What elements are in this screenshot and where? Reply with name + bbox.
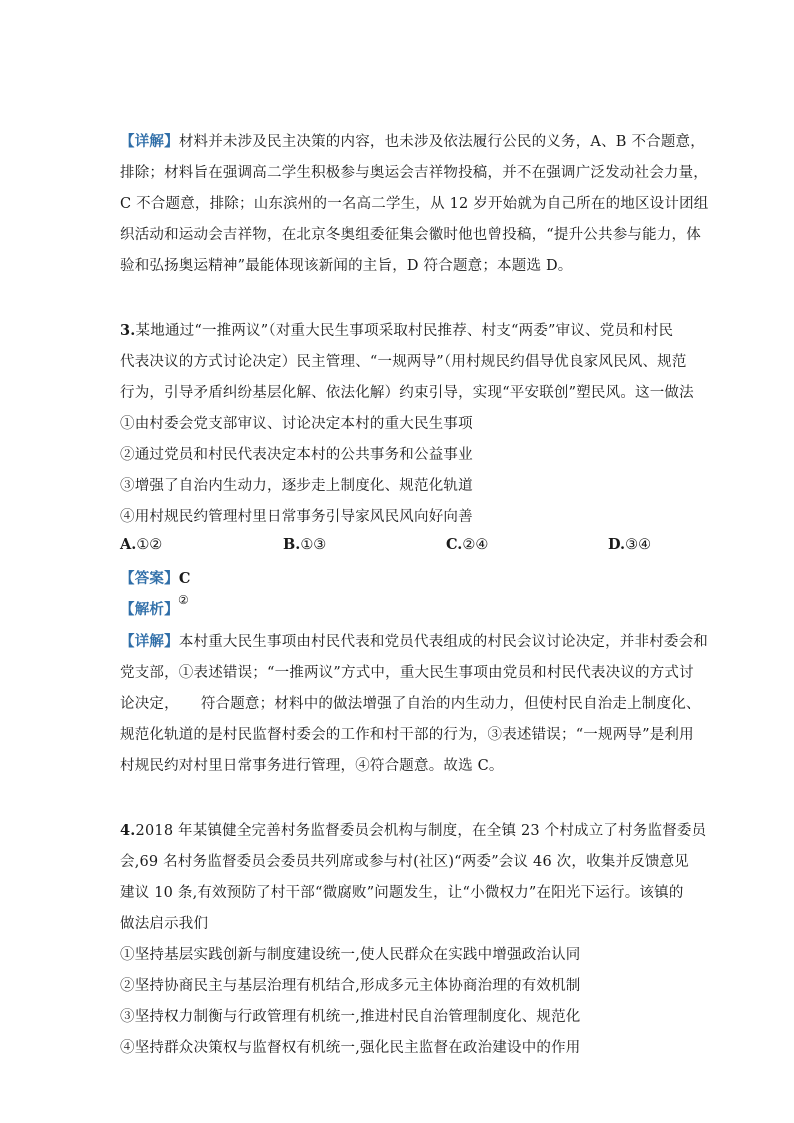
q3-answer: 【答案】C <box>120 570 191 587</box>
detail-tag: 【详解】 <box>120 133 179 150</box>
q2-detail-line-3: C 不合题意，排除；山东滨州的一名高二学生，从 12 岁开始就为自己所在的地区设计团组 <box>120 196 709 212</box>
q3-statement-1: ①由村委会党支部审议、讨论决定本村的重大民生事项 <box>120 416 473 432</box>
q3-option-a: A.①② <box>120 536 163 553</box>
q4-statement-2: ②坚持协商民主与基层治理有机结合,形成多元主体协商治理的有效机制 <box>120 978 581 994</box>
q3-stem-line-2: 代表决议的方式讨论决定）民主管理、“一规两导”（用村规民约倡导优良家风民风、规范 <box>120 354 687 370</box>
q2-detail-line-5: 验和弘扬奥运精神”最能体现该新闻的主旨，D 符合题意；本题选 D。 <box>120 258 573 274</box>
q3-detail-line-5: 村规民约对村里日常事务进行管理，④符合题意。故选 C。 <box>120 758 504 774</box>
q4-statement-4: ④坚持群众决策权与监督权有机统一,强化民主监督在政治建设中的作用 <box>120 1040 581 1056</box>
q3-statement-2: ②通过党员和村民代表决定本村的公共事务和公益事业 <box>120 447 473 463</box>
q3-detail-line-4: 规范化轨道的是村民监督村委会的工作和村干部的行为，③表述错误；“一规两导”是利用 <box>120 727 694 743</box>
q3-analysis-label: 【解析】 <box>120 601 179 618</box>
q3-statement-3: ③增强了自治内生动力，逐步走上制度化、规范化轨道 <box>120 478 473 494</box>
q3-option-c: C.②④ <box>446 536 489 553</box>
q4-stem-line-2: 会,69 名村务监督委员会委员共列席或参与村(社区)“两委”会议 46 次，收集并反馈意见 <box>120 854 689 870</box>
circled-two-mark: ② <box>178 593 189 607</box>
q3-option-b: B.①③ <box>283 536 327 553</box>
q4-stem-line-1: 4.2018 年某镇健全完善村务监督委员会机构与制度，在全镇 23 个村成立了村务监督委员 <box>120 822 707 839</box>
q3-detail-line-2: 党支部，①表述错误；“一推两议”方式中，重大民生事项由党员和村民代表决议的方式讨 <box>120 665 694 681</box>
q3-stem-line-3: 行为，引导矛盾纠纷基层化解、依法化解）约束引导，实现“平安联创”塑民风。这一做法 <box>120 385 694 401</box>
q3-option-d: D.③④ <box>608 536 652 553</box>
q2-detail-line-2: 排除；材料旨在强调高二学生积极参与奥运会吉祥物投稿，并不在强调广泛发动社会力量， <box>120 165 708 181</box>
q4-statement-3: ③坚持权力制衡与行政管理有机统一,推进村民自治管理制度化、规范化 <box>120 1009 581 1025</box>
q4-statement-1: ①坚持基层实践创新与制度建设统一,使人民群众在实践中增强政治认同 <box>120 947 581 963</box>
q2-detail-line-4: 织活动和运动会吉祥物，在北京冬奥组委征集会徽时他也曾投稿，“提升公共参与能力，体 <box>120 227 701 243</box>
q3-statement-4: ④用村规民约管理村里日常事务引导家风民风向好向善 <box>120 509 473 525</box>
q3-detail-line-3: 论决定， 符合题意；材料中的做法增强了自治的内生动力，但使村民自治走上制度化、 <box>120 696 701 712</box>
q4-stem-line-4: 做法启示我们 <box>120 916 209 932</box>
q3-stem-line-1: 3.某地通过“一推两议”（对重大民生事项采取村民推荐、村支“两委”审议、党员和村民 <box>120 322 674 339</box>
q4-stem-line-3: 建议 10 条,有效预防了村干部“微腐败”问题发生，让“小微权力”在阳光下运行。该镇的 <box>120 885 684 901</box>
q2-detail-line-1: 【详解】材料并未涉及民主决策的内容，也未涉及依法履行公民的义务，A、B 不合题意， <box>120 133 705 150</box>
q3-detail-line-1: 【详解】本村重大民生事项由村民代表和党员代表组成的村民会议讨论决定，并非村委会和 <box>120 633 709 650</box>
